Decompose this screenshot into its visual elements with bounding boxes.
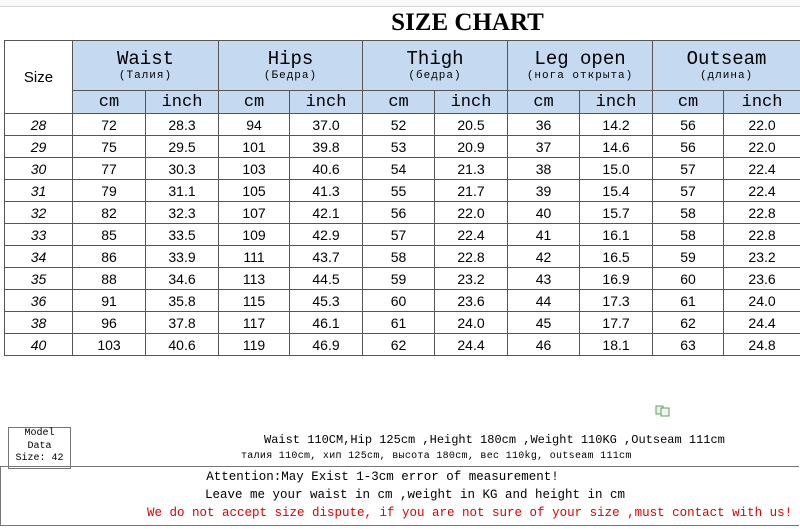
measurement-cell: 33.5 (146, 224, 219, 246)
measurement-cell: 22.0 (724, 136, 800, 158)
measurement-cell: 109 (219, 224, 290, 246)
measurement-cell: 22.8 (435, 246, 508, 268)
measurement-cell: 60 (653, 268, 724, 290)
measurement-cell: 32.3 (146, 202, 219, 224)
measurement-cell: 57 (653, 180, 724, 202)
measurement-cell: 82 (73, 202, 146, 224)
measurement-cell: 40.6 (146, 334, 219, 356)
measurement-cell: 45.3 (290, 290, 363, 312)
measurement-cell: 37.8 (146, 312, 219, 334)
size-cell: 32 (5, 202, 73, 224)
measurement-cell: 30.3 (146, 158, 219, 180)
measurement-cell: 24.8 (724, 334, 800, 356)
measurement-cell: 14.6 (580, 136, 653, 158)
measurement-cell: 21.7 (435, 180, 508, 202)
column-header-leg-open (508, 41, 653, 91)
measurement-cell: 56 (653, 136, 724, 158)
measurement-cell: 107 (219, 202, 290, 224)
measurement-cell: 56 (653, 114, 724, 136)
measurement-cell: 16.9 (580, 268, 653, 290)
measurement-cell: 101 (219, 136, 290, 158)
column-name: Leg open (534, 47, 626, 70)
size-cell: 33 (5, 224, 73, 246)
unit-inch: inch (290, 91, 363, 114)
table-row (5, 224, 800, 246)
unit-inch: inch (146, 91, 219, 114)
column-name: Outseam (686, 47, 767, 70)
measurement-cell: 37.0 (290, 114, 363, 136)
measurement-cell: 54 (363, 158, 435, 180)
unit-cm: cm (73, 91, 146, 114)
unit-inch: inch (724, 91, 800, 114)
size-header: Size (5, 41, 73, 114)
measurement-cell: 46 (508, 334, 580, 356)
measurement-cell: 85 (73, 224, 146, 246)
measurement-cell: 41 (508, 224, 580, 246)
column-header-thigh (363, 41, 508, 91)
table-row (5, 246, 800, 268)
model-size-label: Size: 42 (15, 453, 64, 464)
model-data-box (8, 427, 71, 469)
measurement-cell: 58 (363, 246, 435, 268)
column-name-ru: (длина) (699, 69, 754, 82)
measurement-cell: 23.6 (724, 268, 800, 290)
measurement-cell: 28.3 (146, 114, 219, 136)
measurement-cell: 17.3 (580, 290, 653, 312)
measurement-cell: 96 (73, 312, 146, 334)
measurement-cell: 23.2 (724, 246, 800, 268)
measurement-cell: 20.9 (435, 136, 508, 158)
column-header-hips (219, 41, 363, 91)
measurement-cell: 61 (653, 290, 724, 312)
size-dispute-warning: We do not accept size dispute, if you are not sure of your size ,must contact with us! (147, 506, 793, 520)
measurement-cell: 61 (363, 312, 435, 334)
measurement-cell: 24.4 (724, 312, 800, 334)
measurement-cell: 46.9 (290, 334, 363, 356)
measurement-cell: 103 (219, 158, 290, 180)
page-title: SIZE CHART (391, 9, 544, 36)
measurement-cell: 23.6 (435, 290, 508, 312)
measurement-cell: 35.8 (146, 290, 219, 312)
size-cell: 38 (5, 312, 73, 334)
measurement-cell: 43 (508, 268, 580, 290)
table-row (5, 334, 800, 356)
measurement-cell: 59 (653, 246, 724, 268)
measurement-cell: 39 (508, 180, 580, 202)
measurement-cell: 42.1 (290, 202, 363, 224)
measurement-cell: 42 (508, 246, 580, 268)
measurement-cell: 18.1 (580, 334, 653, 356)
copy-icon (655, 404, 671, 416)
measurement-cell: 57 (653, 158, 724, 180)
measurement-cell: 56 (363, 202, 435, 224)
measurement-request-note: Leave me your waist in cm ,weight in KG and height in cm (204, 488, 626, 502)
measurement-cell: 24.0 (435, 312, 508, 334)
measurement-cell: 62 (653, 312, 724, 334)
column-header-outseam (653, 41, 800, 91)
size-cell: 36 (5, 290, 73, 312)
measurement-cell: 22.8 (724, 224, 800, 246)
measurement-cell: 40.6 (290, 158, 363, 180)
measurement-cell: 86 (73, 246, 146, 268)
measurement-cell: 29.5 (146, 136, 219, 158)
measurement-cell: 52 (363, 114, 435, 136)
unit-cm: cm (219, 91, 290, 114)
measurement-cell: 46.1 (290, 312, 363, 334)
measurement-cell: 94 (219, 114, 290, 136)
table-row (5, 114, 800, 136)
measurement-cell: 42.9 (290, 224, 363, 246)
measurement-cell: 23.2 (435, 268, 508, 290)
measurement-cell: 75 (73, 136, 146, 158)
table-row (5, 158, 800, 180)
model-label: Model (24, 428, 55, 439)
measurement-cell: 103 (73, 334, 146, 356)
measurement-cell: 45 (508, 312, 580, 334)
size-cell: 30 (5, 158, 73, 180)
measurement-cell: 36 (508, 114, 580, 136)
unit-inch: inch (435, 91, 508, 114)
measurement-cell: 22.4 (435, 224, 508, 246)
measurement-cell: 16.5 (580, 246, 653, 268)
measurement-cell: 59 (363, 268, 435, 290)
measurement-cell: 14.2 (580, 114, 653, 136)
measurement-cell: 22.0 (435, 202, 508, 224)
table-row (5, 312, 800, 334)
measurement-cell: 15.0 (580, 158, 653, 180)
measurement-cell: 111 (219, 246, 290, 268)
size-cell: 28 (5, 114, 73, 136)
measurement-cell: 37 (508, 136, 580, 158)
unit-cm: cm (508, 91, 580, 114)
measurement-cell: 39.8 (290, 136, 363, 158)
measurement-error-note: Attention:May Exist 1-3cm error of measurement! (206, 470, 559, 484)
measurement-cell: 113 (219, 268, 290, 290)
measurement-cell: 15.4 (580, 180, 653, 202)
measurement-cell: 34.6 (146, 268, 219, 290)
measurement-cell: 38 (508, 158, 580, 180)
measurement-cell: 57 (363, 224, 435, 246)
column-name-ru: (нога открыта) (526, 69, 634, 82)
measurement-cell: 15.7 (580, 202, 653, 224)
measurement-cell: 72 (73, 114, 146, 136)
measurement-cell: 21.3 (435, 158, 508, 180)
measurement-cell: 58 (653, 224, 724, 246)
column-name: Hips (267, 47, 314, 70)
column-name: Waist (117, 47, 175, 70)
model-measurements-ru: талия 110cm, хип 125cm, высота 180cm, вес 110kg, outseam 111cm (241, 451, 632, 462)
measurement-cell: 24.4 (435, 334, 508, 356)
measurement-cell: 20.5 (435, 114, 508, 136)
unit-cm: cm (653, 91, 724, 114)
table-row (5, 290, 800, 312)
measurement-cell: 117 (219, 312, 290, 334)
measurement-cell: 77 (73, 158, 146, 180)
measurement-cell: 44 (508, 290, 580, 312)
size-rows (5, 114, 800, 356)
table-row (5, 268, 800, 290)
measurement-cell: 105 (219, 180, 290, 202)
measurement-cell: 79 (73, 180, 146, 202)
measurement-cell: 33.9 (146, 246, 219, 268)
measurement-cell: 31.1 (146, 180, 219, 202)
measurement-cell: 88 (73, 268, 146, 290)
measurement-cell: 22.8 (724, 202, 800, 224)
column-name: Thigh (406, 47, 464, 70)
measurement-cell: 60 (363, 290, 435, 312)
measurement-cell: 119 (219, 334, 290, 356)
size-cell: 35 (5, 268, 73, 290)
measurement-cell: 44.5 (290, 268, 363, 290)
measurement-cell: 58 (653, 202, 724, 224)
table-row (5, 136, 800, 158)
measurement-cell: 22.4 (724, 180, 800, 202)
size-cell: 40 (5, 334, 73, 356)
size-cell: 31 (5, 180, 73, 202)
measurement-cell: 22.4 (724, 158, 800, 180)
size-cell: 29 (5, 136, 73, 158)
measurement-cell: 115 (219, 290, 290, 312)
table-row (5, 202, 800, 224)
size-cell: 34 (5, 246, 73, 268)
column-name-ru: (Бедра) (263, 69, 318, 82)
measurement-cell: 40 (508, 202, 580, 224)
measurement-cell: 43.7 (290, 246, 363, 268)
measurement-cell: 63 (653, 334, 724, 356)
unit-inch: inch (580, 91, 653, 114)
measurement-cell: 17.7 (580, 312, 653, 334)
measurement-cell: 24.0 (724, 290, 800, 312)
column-header-waist (73, 41, 219, 91)
measurement-cell: 22.0 (724, 114, 800, 136)
measurement-cell: 16.1 (580, 224, 653, 246)
model-measurements: Waist 110CM,Hip 125cm ,Height 180cm ,Weight 110KG ,Outseam 111cm (264, 433, 725, 447)
measurement-cell: 55 (363, 180, 435, 202)
measurement-cell: 62 (363, 334, 435, 356)
unit-cm: cm (363, 91, 435, 114)
measurement-cell: 53 (363, 136, 435, 158)
model-data-label: Data (27, 440, 52, 452)
measurement-cell: 41.3 (290, 180, 363, 202)
column-name-ru: (бедра) (408, 69, 462, 82)
measurement-cell: 91 (73, 290, 146, 312)
column-name-ru: (Талия) (118, 69, 173, 82)
table-row (5, 180, 800, 202)
size-chart-table (4, 40, 800, 356)
